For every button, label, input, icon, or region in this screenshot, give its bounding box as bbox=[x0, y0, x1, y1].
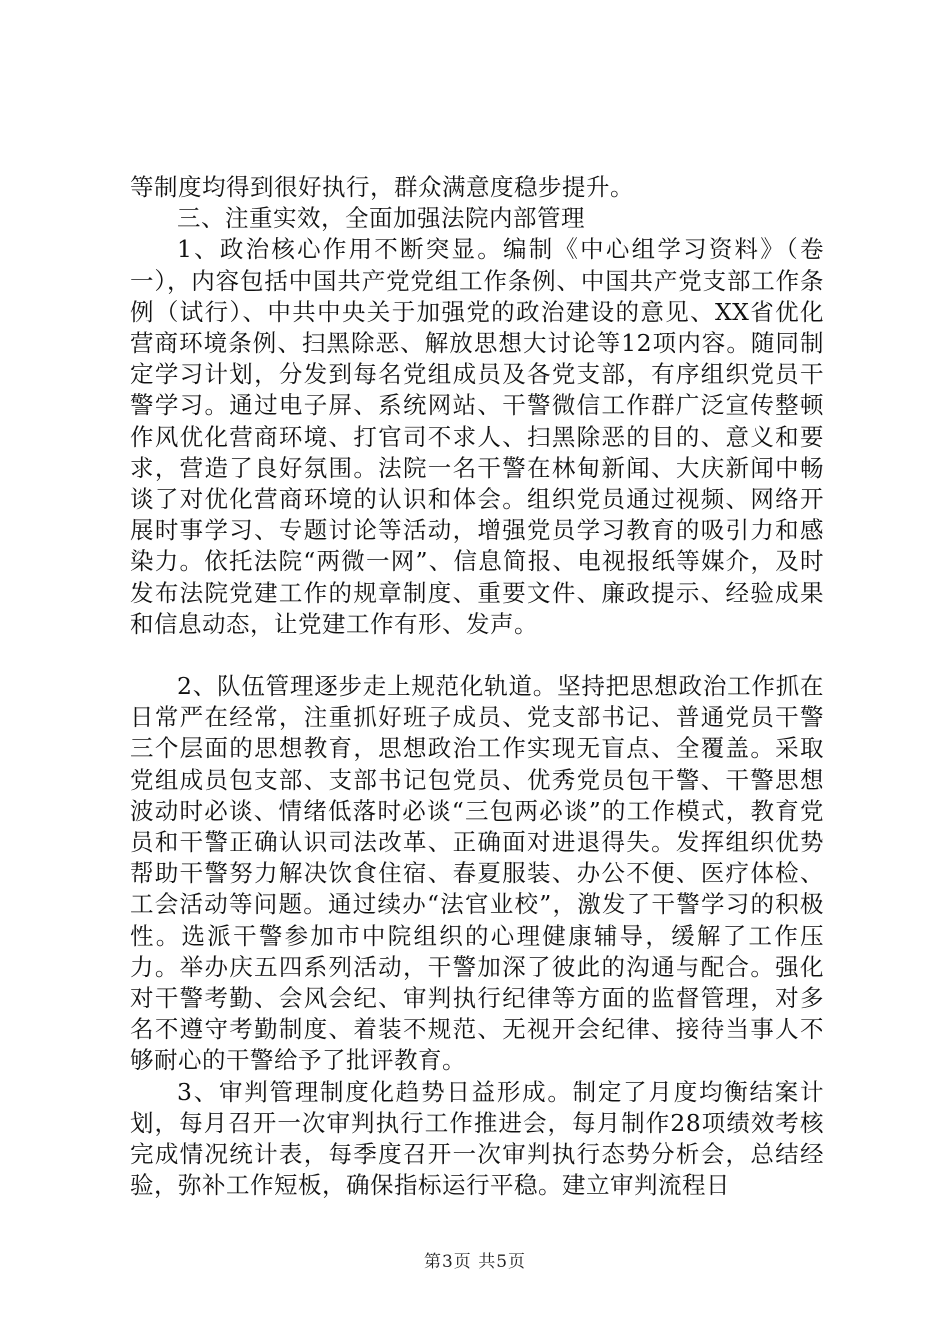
paragraph-1: 1、政治核心作用不断突显。编制《中心组学习资料》（卷一），内容包括中国共产党党组工作条例、中国共产党支部工作条例（试行）、中共中央关于加强党的政治建设的意见、XX省优化营商环境条例、扫黑除恶、解放思想大讨论等12项内容。随同制定学习计划，分发到每名党组成员及各党支部，有序组织党员干警学习。通过电子屏、系统网站、干警微信工作群广泛宣传整顿作风优化营商环境、打官司不求人、扫黑除恶的目的、意义和要求，营造了良好氛围。法院一名干警在林甸新闻、大庆新闻中畅谈了对优化营商环境的认识和体会。组织党员通过视频、网络开展时事学习、专题讨论等活动，增强党员学习教育的吸引力和感染力。依托法院“两微一网”、信息简报、电视报纸等媒介，及时发布法院党建工作的规章制度、重要文件、廉政提示、经验成果和信息动态，让党建工作有形、发声。 bbox=[130, 235, 824, 638]
section-heading: 三、注重实效，全面加强法院内部管理 bbox=[177, 204, 585, 233]
paragraph-3: 3、审判管理制度化趋势日益形成。制定了月度均衡结案计划，每月召开一次审判执行工作推进会，每月制作28项绩效考核完成情况统计表，每季度召开一次审判执行态势分析会，总结经验，弥补工作短板，确保指标运行平稳。建立审判流程日 bbox=[130, 1077, 824, 1200]
paragraph-2: 2、队伍管理逐步走上规范化轨道。坚持把思想政治工作抓在日常严在经常，注重抓好班子成员、党支部书记、普通党员干警三个层面的思想教育，思想政治工作实现无盲点、全覆盖。采取党组成员包支部、支部书记包党员、优秀党员包干警、干警思想波动时必谈、情绪低落时必谈“三包两必谈”的工作模式，教育党员和干警正确认识司法改革、正确面对进退得失。发挥组织优势帮助干警努力解决饮食住宿、春夏服装、办公不便、医疗体检、工会活动等问题。通过续办“法官业校”，激发了干警学习的积极性。选派干警参加市中院组织的心理健康辅导，缓解了工作压力。举办庆五四系列活动，干警加深了彼此的沟通与配合。强化对干警考勤、会风会纪、审判执行纪律等方面的监督管理，对多名不遵守考勤制度、着装不规范、无视开会纪律、接待当事人不够耐心的干警给予了批评教育。 bbox=[130, 672, 824, 1075]
document-body bbox=[130, 172, 824, 1202]
page-number-footer: 第3页 共5页 bbox=[423, 1252, 527, 1272]
paragraph-spacer bbox=[130, 640, 824, 671]
paragraph-intro: 等制度均得到很好执行，群众满意度稳步提升。 bbox=[130, 173, 634, 201]
